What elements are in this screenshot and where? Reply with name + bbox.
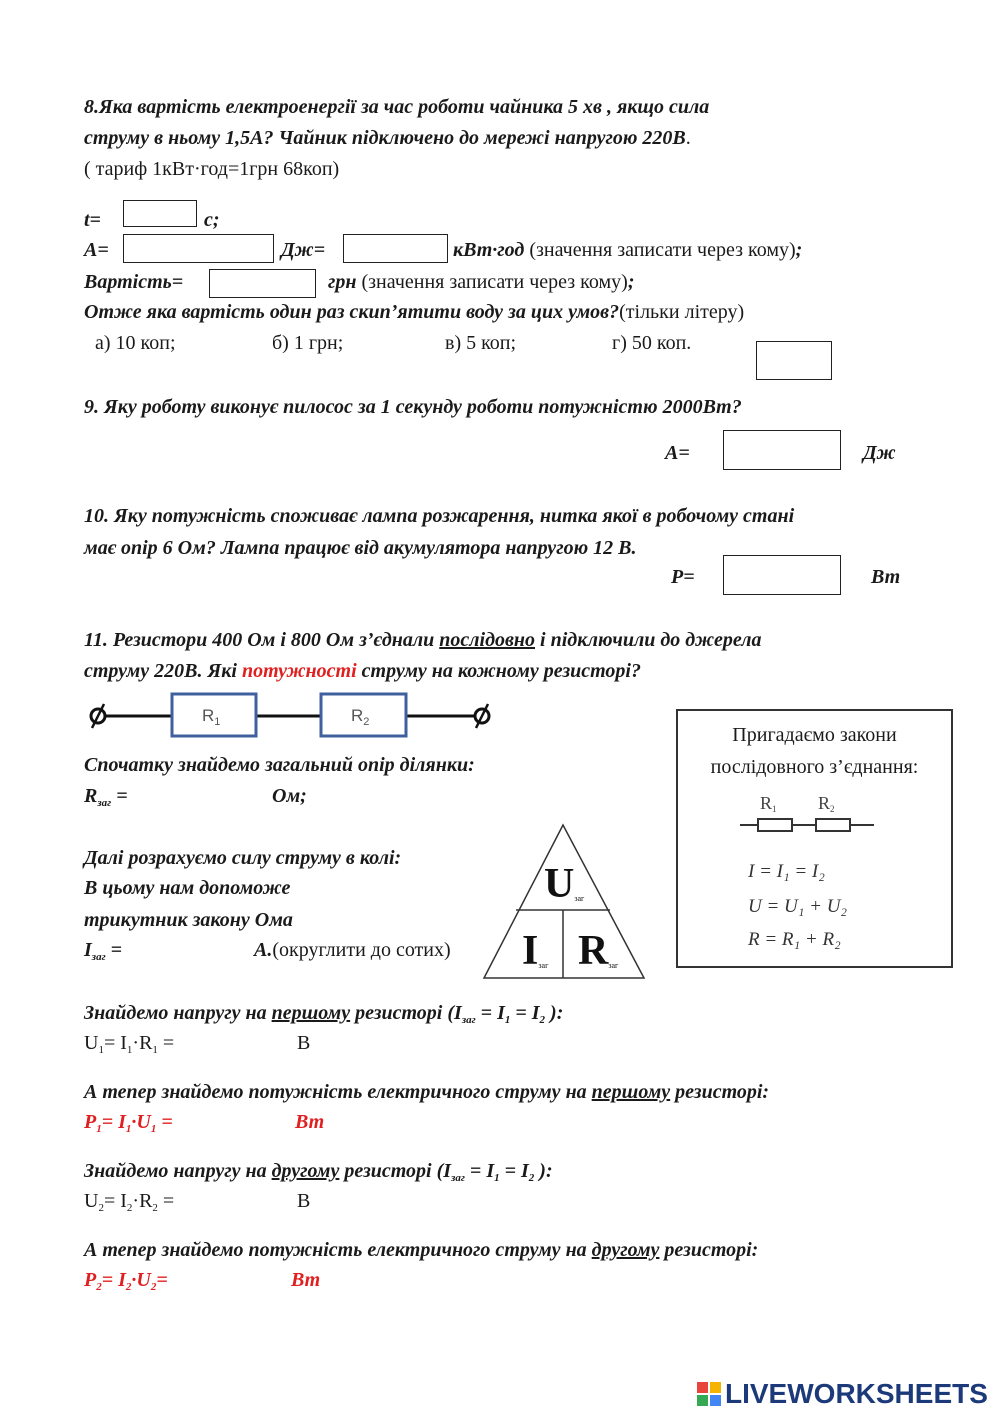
q11-u1-unit: В <box>297 1032 311 1054</box>
q8-a-unit: Дж= <box>281 239 326 261</box>
q11-line1-underlined: послідовно <box>439 629 536 651</box>
p2-sub: 2 <box>96 1281 102 1293</box>
p2-u-sub: 2 <box>150 1281 157 1293</box>
law-box-title-line2: послідовного з’єднання: <box>710 756 919 778</box>
u2-head-b: резисторі (І <box>339 1160 452 1182</box>
q11-line1-a: 11. Резистори 400 Ом і 800 Ом з’єднали <box>84 629 440 651</box>
resistor-r2-label: $R_2$ <box>351 706 370 728</box>
u1-r-sub: 1 <box>152 1044 158 1056</box>
q8-kwh-unit: кВт·год <box>453 239 525 261</box>
p1-sub: 1 <box>96 1123 102 1135</box>
triangle-i-label: Iзаг <box>522 928 549 974</box>
logo-text: LIVEWORKSHEETS <box>725 1378 988 1409</box>
triangle-r-label: Rзаг <box>578 928 619 974</box>
u2-head-sub-zag: заг <box>451 1172 465 1184</box>
q8-a-label: А= <box>84 239 109 261</box>
p2-rest2: ·U <box>131 1269 151 1291</box>
u1-sub: 1 <box>98 1044 104 1056</box>
p2-rest3: = <box>156 1269 168 1291</box>
q10-text-line1: 10. Яку потужність споживає лампа розжарення, нитка якої в робочому стані <box>84 505 795 527</box>
q11-itot-eq: = <box>105 939 123 961</box>
q11-p2-unit: Вт <box>291 1269 321 1291</box>
p2-head-a: А тепер знайдемо потужність електричного струму на <box>84 1239 592 1261</box>
p1-rest2: ·U <box>131 1111 151 1133</box>
law-box-title <box>678 719 951 783</box>
q8-option-d: г) 50 коп. <box>612 332 692 354</box>
q11-line2-a: струму 220В. Які <box>84 660 242 682</box>
law-formula-resistance: R = R₁ + R₂ <box>748 929 841 950</box>
law-box-title-line1: Пригадаємо закони <box>732 724 897 746</box>
u2-symbol: U <box>84 1190 99 1212</box>
q8-cost-label: Вартість= <box>84 271 184 293</box>
series-circuit-diagram <box>84 690 500 742</box>
law-box-circuit <box>738 791 878 835</box>
q11-itot-note: (округлити до сотих) <box>272 939 451 961</box>
q11-step2c: трикутник закону Ома <box>84 909 293 931</box>
q8-question: Отже яка вартість один раз скип’ятити воду за цих умов? <box>84 301 620 323</box>
p1-head-b: резисторі: <box>670 1081 770 1103</box>
q8-t-input[interactable] <box>123 200 197 227</box>
q11-itot-unit: А. <box>254 939 273 961</box>
logo-grid-icon <box>697 1382 721 1406</box>
u2-head-e: ): <box>534 1160 553 1182</box>
law-box-r2-label: R2 <box>818 793 835 814</box>
q11-step1: Спочатку знайдемо загальний опір ділянки: <box>84 754 475 776</box>
q11-itot-label: І <box>84 939 92 961</box>
p1-rest1: = I <box>101 1111 126 1133</box>
p1-head-underlined: першому <box>591 1081 671 1103</box>
q8-kwh-input[interactable] <box>343 234 448 263</box>
q10-input[interactable] <box>723 555 841 595</box>
u1-rest2: ·R <box>132 1032 153 1054</box>
q8-cost-input[interactable] <box>209 269 316 298</box>
u2-head-sub-1: 1 <box>494 1172 500 1184</box>
liveworksheets-logo[interactable] <box>697 1377 988 1411</box>
q11-p1-heading <box>84 1080 769 1104</box>
q11-line1-b: і підключили до джерела <box>535 629 762 651</box>
u2-sub: 2 <box>98 1202 104 1214</box>
triangle-u-label: Uзаг <box>544 861 585 907</box>
q8-tariff: ( тариф 1кВт·год=1грн 68коп) <box>84 158 340 180</box>
u2-head-d: = І <box>499 1160 529 1182</box>
u1-rest1: = I <box>103 1032 127 1054</box>
u2-head-underlined: другому <box>271 1160 340 1182</box>
u1-head-a: Знайдемо напругу на <box>84 1002 272 1024</box>
q11-itot-unit-line <box>254 938 451 962</box>
p1-symbol: P <box>84 1111 97 1133</box>
q8-cost-note: (значення записати через кому) <box>361 271 628 293</box>
u2-head-c: = І <box>464 1160 495 1182</box>
u1-symbol: U <box>84 1032 99 1054</box>
u1-head-d: = І <box>510 1002 540 1024</box>
q11-itot-line <box>84 938 122 969</box>
u1-head-b: резисторі (І <box>350 1002 462 1024</box>
p1-head-a: А тепер знайдемо потужність електричного струму на <box>84 1081 592 1103</box>
q11-u1-formula <box>84 1031 174 1062</box>
q11-p1-formula <box>84 1110 173 1141</box>
q11-itot-sub: заг <box>91 951 106 963</box>
q11-text-line2 <box>84 659 641 683</box>
q8-text-line2-dot: . <box>685 127 691 149</box>
q11-p2-heading <box>84 1238 758 1262</box>
q11-step2: Далі розрахуємо силу струму в колі: <box>84 847 402 869</box>
p2-head-b: резисторі: <box>659 1239 759 1261</box>
u2-rest2: ·R <box>132 1190 153 1212</box>
resistor-r2-box <box>321 694 406 736</box>
u1-head-c: = І <box>475 1002 505 1024</box>
q8-text-line2 <box>84 126 691 150</box>
p2-i-sub: 2 <box>125 1281 132 1293</box>
q9-label: А= <box>665 442 690 464</box>
u1-head-sub-2: 2 <box>539 1014 546 1026</box>
q8-cost-line <box>328 270 635 294</box>
q9-input[interactable] <box>723 430 841 470</box>
u2-r-sub: 2 <box>152 1202 158 1214</box>
q11-rtot-unit: Ом; <box>272 785 307 807</box>
q11-rtot-label: R <box>84 785 98 807</box>
q8-cost-unit: грн <box>328 271 357 293</box>
q9-unit: Дж <box>863 442 896 464</box>
u1-head-underlined: першому <box>271 1002 351 1024</box>
u2-head-a: Знайдемо напругу на <box>84 1160 272 1182</box>
q11-p1-unit: Вт <box>295 1111 325 1133</box>
q8-kwh-note: (значення записати через кому) <box>529 239 796 261</box>
p2-symbol: P <box>84 1269 97 1291</box>
q8-option-c: в) 5 коп; <box>445 332 517 354</box>
u1-i-sub: 1 <box>126 1044 133 1056</box>
u1-head-sub-zag: заг <box>461 1014 476 1026</box>
q11-line2-b: струму на кожному резисторі? <box>356 660 641 682</box>
q8-cost-semicolon: ; <box>627 271 635 293</box>
u1-head-sub-1: 1 <box>504 1014 511 1026</box>
q11-rtot-sub: заг <box>97 797 112 809</box>
p1-u-sub: 1 <box>150 1123 157 1135</box>
law-box-r1-label: R1 <box>760 793 777 814</box>
p2-rest1: = I <box>101 1269 126 1291</box>
q11-step2b: В цьому нам допоможе <box>84 877 291 899</box>
p1-i-sub: 1 <box>125 1123 132 1135</box>
q8-text-line1: 8.Яка вартість електроенергії за час роботи чайника 5 хв , якщо сила <box>84 96 710 118</box>
law-formula-voltage: U = U₁ + U₂ <box>748 896 848 917</box>
q8-kwh-line <box>453 238 802 262</box>
q8-question-line <box>84 300 744 324</box>
p1-rest3: = <box>156 1111 173 1133</box>
u2-rest1: = I <box>103 1190 127 1212</box>
q11-rtot-line <box>84 784 128 815</box>
q8-answer-input[interactable] <box>756 341 832 380</box>
q8-kwh-semicolon: ; <box>795 239 803 261</box>
p2-head-underlined: другому <box>591 1239 660 1261</box>
u1-head-e: ): <box>545 1002 564 1024</box>
u2-i-sub: 2 <box>126 1202 133 1214</box>
q10-unit: Вт <box>871 566 901 588</box>
q10-label: Р= <box>671 566 695 588</box>
q11-u1-heading <box>84 1001 563 1032</box>
q8-question-note: (тільки літеру) <box>619 301 745 323</box>
law-resistor-1 <box>758 819 792 831</box>
q11-u2-formula <box>84 1189 174 1220</box>
q8-t-label: t= <box>84 209 101 231</box>
q9-text: 9. Яку роботу виконує пилосос за 1 секунду роботи потужністю 2000Вт? <box>84 396 742 418</box>
law-formula-current: I = I₁ = I₂ <box>748 861 825 882</box>
q8-a-input[interactable] <box>123 234 274 263</box>
q11-rtot-eq: = <box>111 785 128 807</box>
q11-u2-unit: В <box>297 1190 311 1212</box>
u2-head-sub-2: 2 <box>528 1172 535 1184</box>
u1-rest3: = <box>157 1032 175 1054</box>
ohms-law-triangle <box>478 822 648 982</box>
q8-option-a: а) 10 коп; <box>95 332 176 354</box>
q8-option-b: б) 1 грн; <box>272 332 344 354</box>
series-laws-box <box>676 709 953 968</box>
q11-u2-heading <box>84 1159 553 1190</box>
law-resistor-2 <box>816 819 850 831</box>
q11-line2-red: потужності <box>241 660 357 682</box>
q11-text-line1 <box>84 628 761 652</box>
q8-t-unit: с; <box>204 209 220 231</box>
q8-text-line2-main: струму в ньому 1,5А? Чайник підключено до мережі напругою 220В <box>84 127 686 149</box>
q11-p2-formula <box>84 1268 168 1299</box>
q10-text-line2: має опір 6 Ом? Лампа працює від акумулятора напругою 12 В. <box>84 537 637 559</box>
resistor-r1-label: $R_1$ <box>202 706 221 728</box>
u2-rest3: = <box>157 1190 175 1212</box>
